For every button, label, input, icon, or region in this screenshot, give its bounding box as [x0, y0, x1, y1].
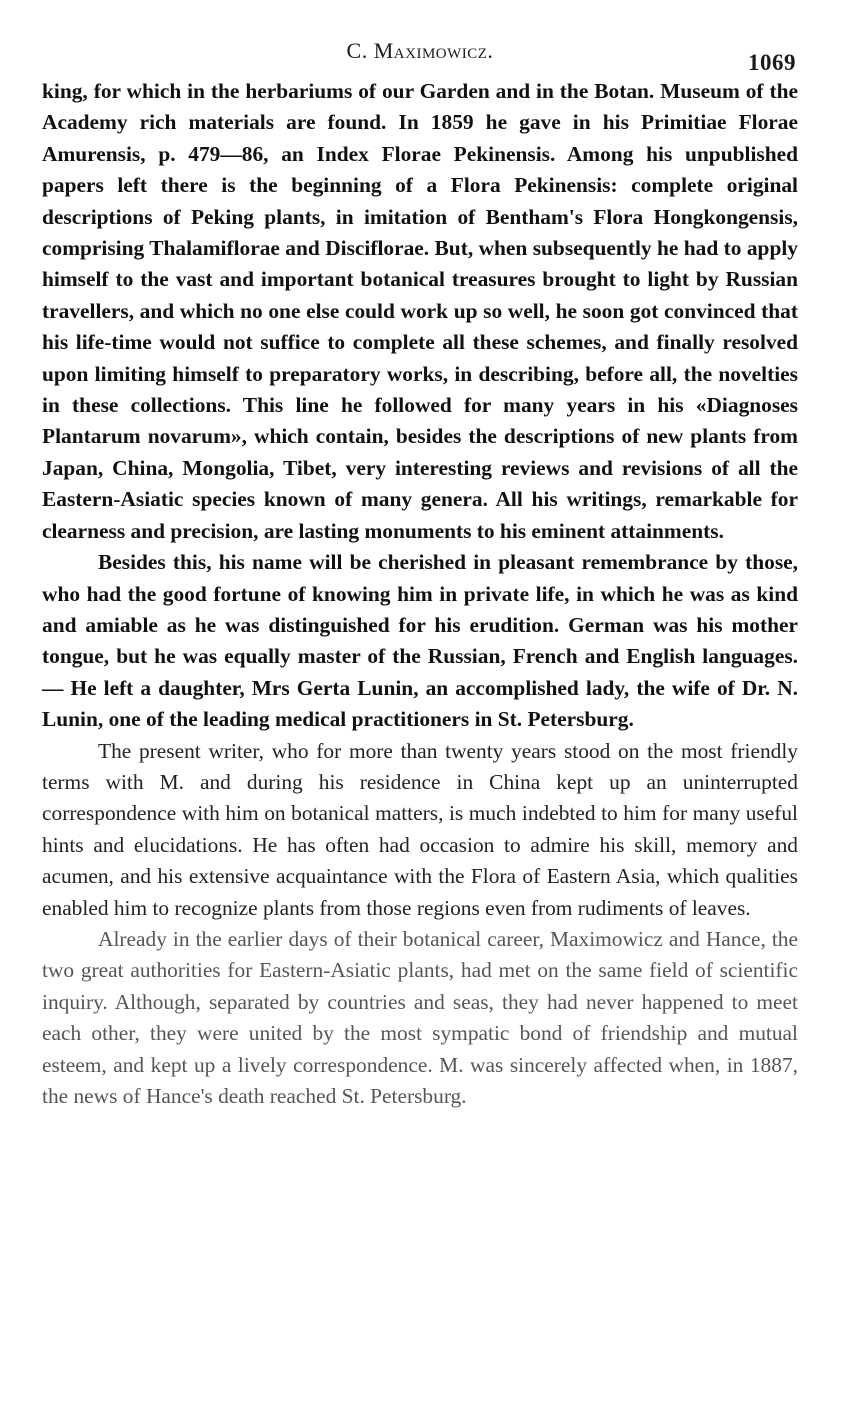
page-number: 1069 — [748, 50, 796, 75]
paragraph-3: The present writer, who for more than twenty years stood on the most friendly terms with M. and during his residence in China kept up an uninterrupted correspondence with him on botanical matters, is much indebted to him for many useful hints and elucidations. He has often had occasion to admire his skill, memory and acumen, and his extensive acquaintance with the Flora of Eastern Asia, which qualities enabled him to recognize plants from those regions even from rudiments of leaves. — [42, 738, 798, 920]
document-page — [42, 30, 798, 1112]
page-header — [42, 30, 798, 76]
paragraph-2: Besides this, his name will be cherished in pleasant remembrance by those, who had the good fortune of knowing him in private life, in which he was as kind and amiable as he was distinguished for his erudition. German was his mother tongue, but he was equally master of the Russian, French and English languages. — He left a daughter, Mrs Gerta Lunin, an accomplished lady, the wife of Dr. N. Lunin, one of the leading medical practitioners in St. Petersburg. — [42, 550, 798, 732]
running-head: C. Maximowicz. — [346, 38, 494, 63]
body-text — [42, 76, 798, 1112]
paragraph-1: king, for which in the herbariums of our Garden and in the Botan. Museum of the Academy rich materials are found. In 1859 he gave in his Primitiae Florae Amurensis, p. 479—86, an Index Florae Pekinensis. Among his unpublished papers left there is the beginning of a Flora Pekinensis: complete original descriptions of Peking plants, in imitation of Bentham's Flora Hongkongensis, comprising Thalamiflorae and Disciflorae. But, when subsequently he had to apply himself to the vast and important botanical treasures brought to light by Russian travellers, and which no one else could work up so well, he soon got convinced that his life-time would not suffice to complete all these schemes, and finally resolved upon limiting himself to preparatory works, in describing, before all, the novelties in these collections. This line he followed for many years in his «Diagnoses Plantarum novarum», which contain, besides the descriptions of new plants from Japan, China, Mongolia, Tibet, very interesting reviews and revisions of all the Eastern-Asiatic species known of many genera. All his writings, remarkable for clearness and precision, are lasting monuments to his eminent attainments. — [42, 79, 798, 543]
paragraph-4: Already in the earlier days of their botanical career, Maximowicz and Hance, the two great authorities for Eastern-Asiatic plants, had met on the same field of scientific inquiry. Although, separated by countries and seas, they had never happened to meet each other, they were united by the most sympatic bond of friendship and mutual esteem, and kept up a lively correspondence. M. was sincerely affected when, in 1887, the news of Hance's death reached St. Petersburg. — [42, 926, 798, 1108]
